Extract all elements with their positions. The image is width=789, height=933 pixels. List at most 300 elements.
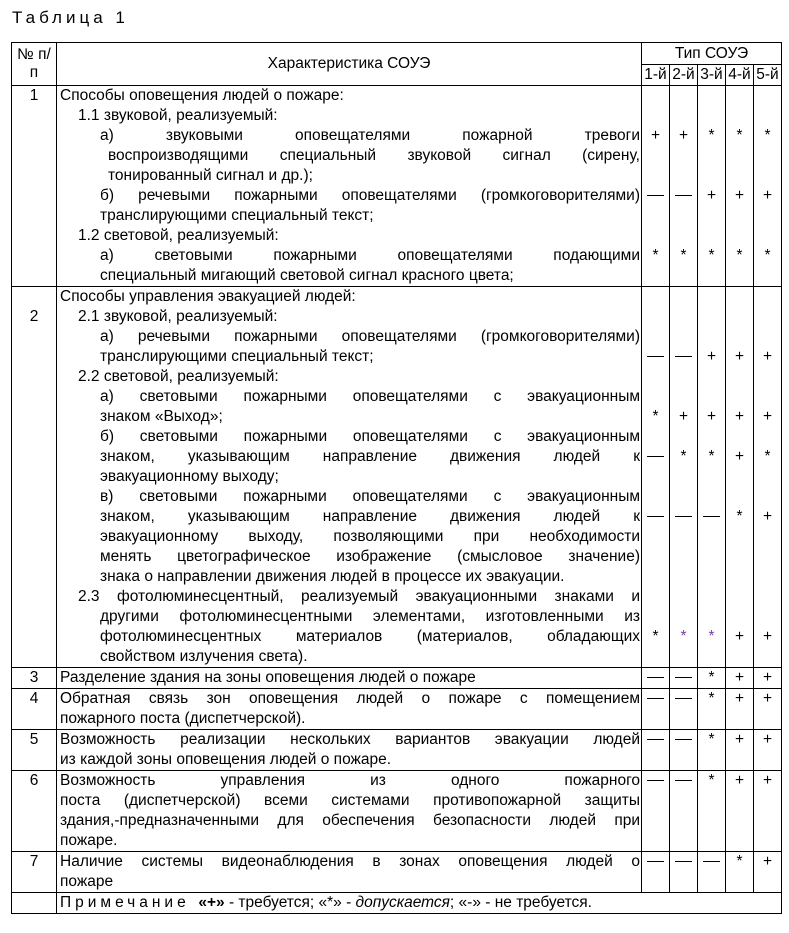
mark-3-2 (698, 307, 725, 327)
row-characteristic (57, 86, 642, 287)
mark-2-7: + (678, 408, 689, 425)
mark-2-15 (670, 567, 697, 587)
type-1-cell (642, 852, 670, 893)
mark-5-19 (754, 647, 781, 667)
mark-1-3 (642, 327, 669, 347)
mark-4-1: + (734, 690, 745, 707)
note-plus: «+» (198, 894, 225, 911)
mark-3-7 (698, 206, 725, 226)
mark-3-3: * (708, 127, 715, 144)
mark-1-14 (642, 547, 669, 567)
characteristic-line: 1.2 световой, реализуемый: (78, 227, 279, 244)
mark-3-1 (698, 86, 725, 106)
mark-3-2 (698, 872, 725, 892)
mark-3-2 (698, 750, 725, 770)
dash-mark (703, 516, 720, 517)
mark-5-12: + (762, 508, 773, 525)
row-characteristic (57, 668, 642, 689)
mark-2-1 (670, 730, 697, 750)
type-1-cell (642, 730, 670, 771)
mark-5-11 (754, 487, 781, 507)
mark-3-19 (698, 647, 725, 667)
mark-2-5 (670, 166, 697, 186)
row-number-label: 6 (29, 772, 39, 789)
note-minus-text: - не требуется. (480, 894, 592, 911)
type-1-cell (642, 86, 670, 287)
header-type-4: 4-й (726, 65, 754, 86)
mark-1-6 (642, 186, 669, 206)
table-row (12, 730, 782, 771)
row-number (12, 771, 57, 852)
characteristic-line: специальный мигающий световой сигнал красного цвета; (100, 267, 514, 284)
mark-3-18: * (708, 628, 715, 645)
mark-3-5 (698, 166, 725, 186)
mark-4-13 (726, 527, 753, 547)
characteristic-line: а) световыми пожарными оповещателями подающими (100, 247, 640, 264)
mark-4-4: + (734, 348, 745, 365)
mark-1-9 (642, 447, 669, 467)
dash-mark (647, 516, 664, 517)
mark-1-2 (642, 307, 669, 327)
mark-4-1: + (734, 772, 745, 789)
mark-3-7: + (706, 408, 717, 425)
mark-3-9: * (708, 247, 715, 264)
mark-4-2 (726, 872, 753, 892)
mark-2-14 (670, 547, 697, 567)
mark-2-3 (670, 327, 697, 347)
dash-mark (647, 195, 664, 196)
characteristic-line: Обратная связь зон оповещения людей о пожаре с помещением (60, 690, 640, 707)
mark-4-4 (726, 146, 753, 166)
note-plus-text: - требуется; (224, 894, 319, 911)
type-5-cell (754, 287, 782, 668)
mark-3-5 (698, 367, 725, 387)
mark-3-1: * (708, 772, 715, 789)
mark-5-14 (754, 547, 781, 567)
row-number (12, 730, 57, 771)
mark-2-4 (670, 146, 697, 166)
mark-5-3 (754, 327, 781, 347)
dash-mark (675, 516, 692, 517)
type-4-cell (726, 668, 754, 689)
row-number-label: 3 (29, 669, 39, 686)
mark-1-8 (642, 226, 669, 246)
mark-4-19 (726, 647, 753, 667)
type-5-cell (754, 852, 782, 893)
type-4-cell (726, 86, 754, 287)
row-number (12, 668, 57, 689)
characteristic-line: 2.2 световой, реализуемый: (78, 368, 279, 385)
mark-3-1: * (708, 690, 715, 707)
mark-3-1 (698, 287, 725, 307)
dash-mark (647, 739, 664, 740)
mark-4-3 (726, 327, 753, 347)
type-5-cell (754, 668, 782, 689)
mark-1-2 (642, 106, 669, 126)
characteristic-line: свойством излучения света). (100, 648, 308, 665)
mark-4-10 (726, 266, 753, 286)
characteristic-line: эвакуационному выходу; (100, 468, 279, 485)
mark-4-2 (726, 750, 753, 770)
type-2-cell (670, 689, 698, 730)
characteristic-line: 1.1 звуковой, реализуемый: (78, 107, 278, 124)
mark-2-2 (670, 750, 697, 770)
mark-2-4 (670, 831, 697, 851)
header-type-2: 2-й (670, 65, 698, 86)
mark-5-1: + (762, 731, 773, 748)
mark-5-1: + (762, 853, 773, 870)
type-5-cell (754, 86, 782, 287)
mark-5-7: + (762, 408, 773, 425)
mark-3-1 (698, 852, 725, 872)
mark-3-15 (698, 567, 725, 587)
characteristic-line: транслирующими специальный текст; (100, 348, 374, 365)
mark-1-19 (642, 647, 669, 667)
characteristic-line: Возможность реализации нескольких вариантов эвакуации людей (60, 731, 640, 748)
mark-3-1: * (708, 669, 715, 686)
mark-4-9: + (734, 448, 745, 465)
mark-3-2 (698, 106, 725, 126)
mark-4-8 (726, 226, 753, 246)
mark-2-5 (670, 367, 697, 387)
mark-2-7 (670, 206, 697, 226)
characteristic-line: пожарного поста (диспетчерской). (60, 710, 306, 727)
mark-1-1 (642, 668, 669, 688)
mark-1-1 (642, 771, 669, 791)
mark-4-7: + (734, 408, 745, 425)
mark-1-5 (642, 367, 669, 387)
mark-4-1 (726, 287, 753, 307)
type-3-cell (698, 287, 726, 668)
mark-4-2 (726, 106, 753, 126)
dash-mark (675, 739, 692, 740)
mark-3-8 (698, 427, 725, 447)
mark-4-1: + (734, 669, 745, 686)
mark-1-4 (642, 146, 669, 166)
mark-2-19 (670, 647, 697, 667)
mark-5-15 (754, 567, 781, 587)
header-type-5: 5-й (754, 65, 782, 86)
characteristic-line: а) световыми пожарными оповещателями с эвакуационным (100, 388, 640, 405)
mark-1-6 (642, 387, 669, 407)
characteristic-line: знаком, указывающим направление движения людей к (100, 508, 640, 525)
mark-4-1: + (734, 731, 745, 748)
type-3-cell (698, 771, 726, 852)
mark-1-1 (642, 86, 669, 106)
mark-4-7 (726, 206, 753, 226)
row-characteristic (57, 287, 642, 668)
mark-1-13 (642, 527, 669, 547)
row-number-label: 5 (29, 731, 39, 748)
type-2-cell (670, 86, 698, 287)
mark-5-6: + (762, 187, 773, 204)
type-2-cell (670, 852, 698, 893)
mark-3-1: * (708, 731, 715, 748)
type-5-cell (754, 771, 782, 852)
mark-5-10 (754, 467, 781, 487)
note-star-italic: допускается (355, 894, 450, 911)
mark-5-8 (754, 427, 781, 447)
mark-5-2 (754, 307, 781, 327)
mark-2-10 (670, 467, 697, 487)
mark-2-1 (670, 668, 697, 688)
mark-2-8 (670, 226, 697, 246)
characteristic-line: б) речевыми пожарными оповещателями (громкоговорителями) (100, 187, 640, 204)
mark-2-9: * (680, 448, 687, 465)
mark-5-9: * (764, 247, 771, 264)
mark-5-8 (754, 226, 781, 246)
mark-2-2 (670, 106, 697, 126)
mark-1-1 (642, 852, 669, 872)
mark-4-4 (726, 831, 753, 851)
mark-1-8 (642, 427, 669, 447)
mark-2-2 (670, 791, 697, 811)
characteristic-line: тонированный сигнал и др.); (108, 167, 313, 184)
mark-2-16 (670, 587, 697, 607)
mark-5-17 (754, 607, 781, 627)
type-1-cell (642, 287, 670, 668)
type-4-cell (726, 287, 754, 668)
row-number (12, 852, 57, 893)
row-number (12, 689, 57, 730)
table-row (12, 287, 782, 668)
mark-2-13 (670, 527, 697, 547)
mark-2-2 (670, 709, 697, 729)
mark-1-5 (642, 166, 669, 186)
note-minus: ; «-» (449, 894, 481, 911)
mark-3-6: + (706, 187, 717, 204)
table-note (57, 893, 782, 914)
row-characteristic (57, 730, 642, 771)
characteristic-line: Разделение здания на зоны оповещения людей о пожаре (60, 669, 476, 686)
mark-5-1 (754, 86, 781, 106)
mark-4-2 (726, 709, 753, 729)
table-body (12, 86, 782, 893)
dash-mark (647, 356, 664, 357)
mark-1-3 (642, 811, 669, 831)
dash-mark (675, 861, 692, 862)
characteristic-line: пожаре. (60, 832, 118, 849)
mark-3-8 (698, 226, 725, 246)
characteristic-line: Способы управления эвакуацией людей: (60, 288, 356, 305)
mark-5-2 (754, 106, 781, 126)
type-2-cell (670, 287, 698, 668)
mark-4-3 (726, 811, 753, 831)
type-3-cell (698, 668, 726, 689)
mark-1-9: * (652, 247, 659, 264)
dash-mark (647, 456, 664, 457)
mark-3-12 (698, 507, 725, 527)
mark-1-15 (642, 567, 669, 587)
row-number-label: 1 (29, 87, 39, 104)
header-num (12, 43, 57, 86)
mark-2-6 (670, 186, 697, 206)
type-2-cell (670, 730, 698, 771)
mark-3-6 (698, 387, 725, 407)
mark-3-2 (698, 709, 725, 729)
mark-3-14 (698, 547, 725, 567)
mark-3-3 (698, 327, 725, 347)
type-4-cell (726, 689, 754, 730)
characteristic-line: воспроизводящими специальный звуковой сигнал (сирену, (108, 147, 640, 164)
note-star-text: - (341, 894, 356, 911)
mark-3-11 (698, 487, 725, 507)
mark-5-5 (754, 166, 781, 186)
mark-2-1 (670, 771, 697, 791)
mark-5-18: + (762, 628, 773, 645)
table-row (12, 852, 782, 893)
characteristic-line: поста (диспетчерской) всеми системами противопожарной защиты (60, 792, 640, 809)
mark-2-3: + (678, 127, 689, 144)
mark-5-6 (754, 387, 781, 407)
row-characteristic (57, 771, 642, 852)
characteristic-line: из каждой зоны оповещения людей о пожаре. (60, 751, 392, 768)
type-4-cell (726, 771, 754, 852)
mark-4-3: * (736, 127, 743, 144)
mark-3-10 (698, 467, 725, 487)
mark-4-15 (726, 567, 753, 587)
mark-4-5 (726, 166, 753, 186)
mark-2-9: * (680, 247, 687, 264)
row-number-label: 4 (29, 690, 39, 707)
dash-mark (647, 698, 664, 699)
mark-4-10 (726, 467, 753, 487)
mark-2-1 (670, 287, 697, 307)
mark-3-2 (698, 791, 725, 811)
mark-5-2 (754, 872, 781, 892)
mark-1-17 (642, 607, 669, 627)
mark-1-3: + (650, 127, 661, 144)
characteristic-line: другими фотолюминесцентными элементами, изготовленными из (100, 608, 640, 625)
characteristic-line: а) речевыми пожарными оповещателями (громкоговорителями) (100, 328, 640, 345)
mark-4-9: * (736, 247, 743, 264)
mark-4-2 (726, 307, 753, 327)
mark-1-10 (642, 467, 669, 487)
mark-3-3 (698, 811, 725, 831)
type-5-cell (754, 730, 782, 771)
characteristic-line: эвакуационному выходу, позволяющими при необходимости (100, 528, 640, 545)
mark-5-2 (754, 791, 781, 811)
type-3-cell (698, 689, 726, 730)
row-number-label: 2 (29, 308, 39, 325)
mark-4-6 (726, 387, 753, 407)
mark-2-1 (670, 852, 697, 872)
mark-5-1 (754, 287, 781, 307)
type-3-cell (698, 852, 726, 893)
dash-mark (675, 698, 692, 699)
mark-5-2 (754, 709, 781, 729)
mark-3-17 (698, 607, 725, 627)
mark-3-4: + (706, 348, 717, 365)
characteristic-line: пожаре (60, 873, 114, 890)
mark-4-1 (726, 86, 753, 106)
mark-5-4 (754, 146, 781, 166)
mark-4-1: * (736, 853, 743, 870)
dash-mark (703, 861, 720, 862)
type-2-cell (670, 668, 698, 689)
mark-1-10 (642, 266, 669, 286)
mark-1-7: * (652, 408, 659, 425)
mark-4-12: * (736, 508, 743, 525)
mark-1-18: * (652, 628, 659, 645)
mark-1-1 (642, 287, 669, 307)
mark-2-2 (670, 872, 697, 892)
mark-4-17 (726, 607, 753, 627)
mark-2-10 (670, 266, 697, 286)
header-characteristic-label: Характеристика СОУЭ (267, 55, 431, 72)
mark-1-2 (642, 750, 669, 770)
mark-5-1: + (762, 772, 773, 789)
note-star: «*» (318, 894, 342, 911)
mark-5-1: + (762, 690, 773, 707)
mark-4-18: + (734, 628, 745, 645)
mark-5-4 (754, 831, 781, 851)
table-row (12, 668, 782, 689)
mark-2-17 (670, 607, 697, 627)
mark-5-4: + (762, 348, 773, 365)
header-type-group-label: Тип СОУЭ (674, 44, 749, 62)
characteristic-line: знаком, указывающим направление движения людей к (100, 448, 640, 465)
mark-3-13 (698, 527, 725, 547)
mark-5-7 (754, 206, 781, 226)
mark-5-2 (754, 750, 781, 770)
mark-2-3 (670, 811, 697, 831)
mark-4-14 (726, 547, 753, 567)
mark-4-8 (726, 427, 753, 447)
row-characteristic (57, 852, 642, 893)
dash-mark (647, 677, 664, 678)
characteristic-line: знаком «Выход»; (100, 408, 223, 425)
mark-3-4 (698, 146, 725, 166)
mark-3-16 (698, 587, 725, 607)
table-row (12, 689, 782, 730)
type-3-cell (698, 86, 726, 287)
row-number (12, 86, 57, 287)
mark-2-8 (670, 427, 697, 447)
mark-1-4 (642, 347, 669, 367)
mark-1-1 (642, 689, 669, 709)
characteristic-line: Наличие системы видеонаблюдения в зонах оповещения людей о (60, 853, 640, 870)
header-characteristic (57, 43, 642, 86)
mark-5-5 (754, 367, 781, 387)
characteristic-line: в) световыми пожарными оповещателями с эвакуационным (100, 488, 640, 505)
type-1-cell (642, 689, 670, 730)
mark-1-7 (642, 206, 669, 226)
type-1-cell (642, 771, 670, 852)
header-type-group (642, 43, 782, 65)
souе-table (11, 42, 782, 914)
type-4-cell (726, 730, 754, 771)
table-row (12, 86, 782, 287)
mark-1-4 (642, 831, 669, 851)
mark-2-1 (670, 86, 697, 106)
mark-1-12 (642, 507, 669, 527)
row-number-label: 7 (29, 853, 39, 870)
characteristic-line: б) световыми пожарными оповещателями с эвакуационным (100, 428, 640, 445)
mark-2-12 (670, 507, 697, 527)
mark-4-11 (726, 487, 753, 507)
dash-mark (647, 780, 664, 781)
characteristic-line: менять цветографическое изображение (смысловое значение) (100, 548, 640, 565)
note-label: Примечание (60, 894, 190, 911)
row-characteristic (57, 689, 642, 730)
type-5-cell (754, 689, 782, 730)
mark-4-6: + (734, 187, 745, 204)
type-1-cell (642, 668, 670, 689)
mark-2-11 (670, 487, 697, 507)
type-2-cell (670, 771, 698, 852)
mark-3-9: * (708, 448, 715, 465)
